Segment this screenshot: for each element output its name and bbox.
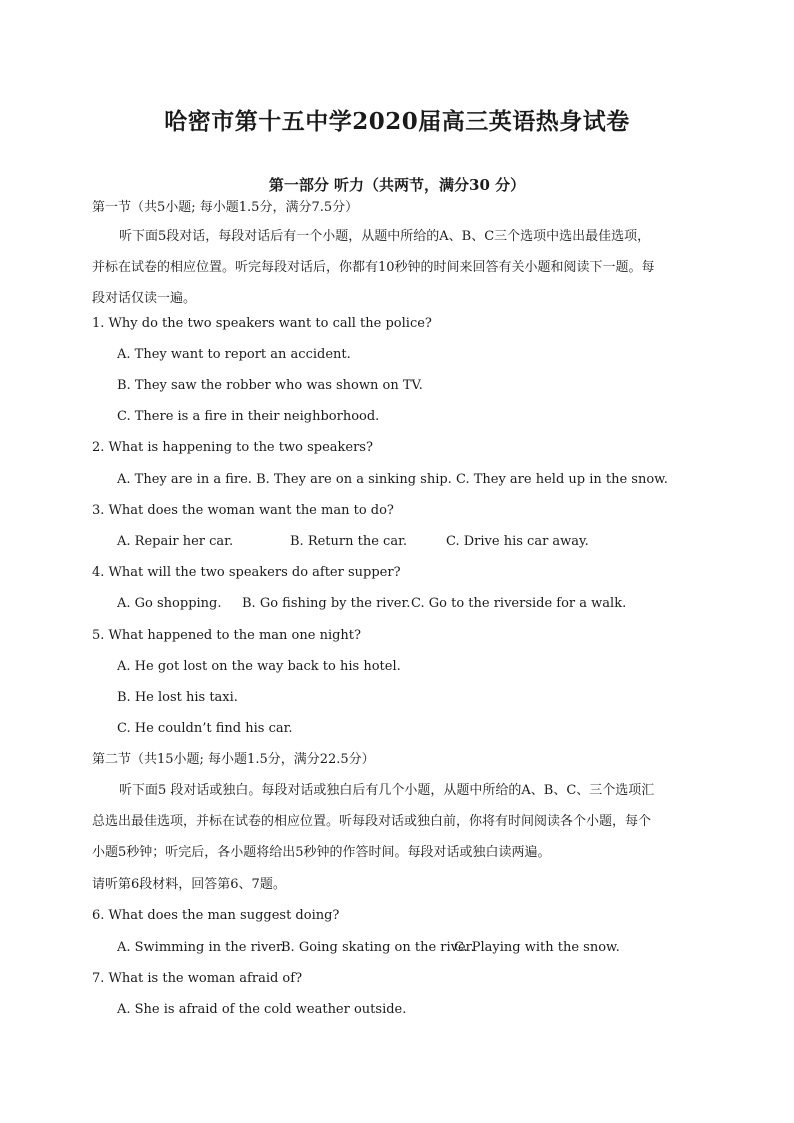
- instruction-line: 听下面5 段对话或独白。每段对话或独白后有几个小题，从题中所给的A、B、C、三个选项汇: [119, 783, 655, 798]
- question-2-option-a: A. They are in a fire.: [117, 472, 252, 487]
- section1-instructions: [92, 221, 712, 314]
- question-5: 5. What happened to the man one night?: [92, 628, 361, 643]
- instruction-line: 听下面5段对话，每段对话后有一个小题，从题中所给的A、B、C三个选项中选出最佳选项，: [119, 229, 651, 244]
- question-7-option-a: A. She is afraid of the cold weather outside.: [117, 1002, 407, 1017]
- question-3: 3. What does the woman want the man to do?: [92, 503, 394, 518]
- section2-heading: 第二节（共15小题; 每小题1.5分，满分22.5分）: [92, 752, 375, 767]
- question-5-option-b: B. He lost his taxi.: [117, 690, 238, 705]
- question-4: 4. What will the two speakers do after supper?: [92, 565, 401, 580]
- question-2-option-c: C. They are held up in the snow.: [455, 472, 668, 487]
- question-7: 7. What is the woman afraid of?: [92, 971, 303, 986]
- section1-heading: 第一节（共5小题; 每小题1.5分，满分7.5分）: [92, 200, 359, 215]
- question-4-option-c: C. Go to the riverside for a walk.: [411, 596, 627, 611]
- exam-title: 哈密市第十五中学2020届高三英语热身试卷: [164, 108, 630, 135]
- question-1-option-c: C. There is a fire in their neighborhood.: [117, 409, 380, 424]
- question-5-option-a: A. He got lost on the way back to his hotel.: [117, 659, 401, 674]
- material-note: 请听第6段材料，回答第6、7题。: [92, 877, 286, 892]
- question-3-option-a: A. Repair her car.: [117, 534, 234, 549]
- question-3-option-c: C. Drive his car away.: [446, 534, 589, 549]
- question-5-option-c: C. He couldn’t find his car.: [117, 721, 293, 736]
- question-3-option-b: B. Return the car.: [290, 534, 407, 549]
- question-1: 1. Why do the two speakers want to call the police?: [92, 316, 432, 331]
- instruction-line: 小题5秒钟；听完后，各小题将给出5秒钟的作答时间。每段对话或独白读两遍。: [92, 845, 551, 860]
- question-6: 6. What does the man suggest doing?: [92, 908, 340, 923]
- instruction-line: 并标在试卷的相应位置。听完每段对话后，你都有10秒钟的时间来回答有关小题和阅读下一题。每: [92, 260, 655, 275]
- instruction-line: 段对话仅读一遍。: [92, 291, 197, 306]
- question-2-options: [117, 472, 668, 488]
- question-2: 2. What is happening to the two speakers?: [92, 440, 373, 455]
- question-4-option-a: A. Go shopping.: [117, 596, 222, 611]
- instruction-line: 总选出最佳选项，并标在试卷的相应位置。听每段对话或独白前，你将有时间阅读各个小题，每个: [92, 814, 652, 829]
- question-1-option-b: B. They saw the robber who was shown on TV.: [117, 378, 423, 393]
- question-1-option-a: A. They want to report an accident.: [117, 347, 351, 362]
- question-6-option-a: A. Swimming in the river.: [117, 940, 285, 955]
- question-2-option-b: B. They are on a sinking ship.: [256, 472, 452, 487]
- section2-instructions: [92, 775, 712, 868]
- question-6-option-c: C. Playing with the snow.: [454, 940, 620, 955]
- part-heading: 第一部分 听力（共两节，满分30 分）: [268, 176, 526, 194]
- question-6-option-b: B. Going skating on the river.: [281, 940, 475, 955]
- question-4-option-b: B. Go fishing by the river.: [242, 596, 411, 611]
